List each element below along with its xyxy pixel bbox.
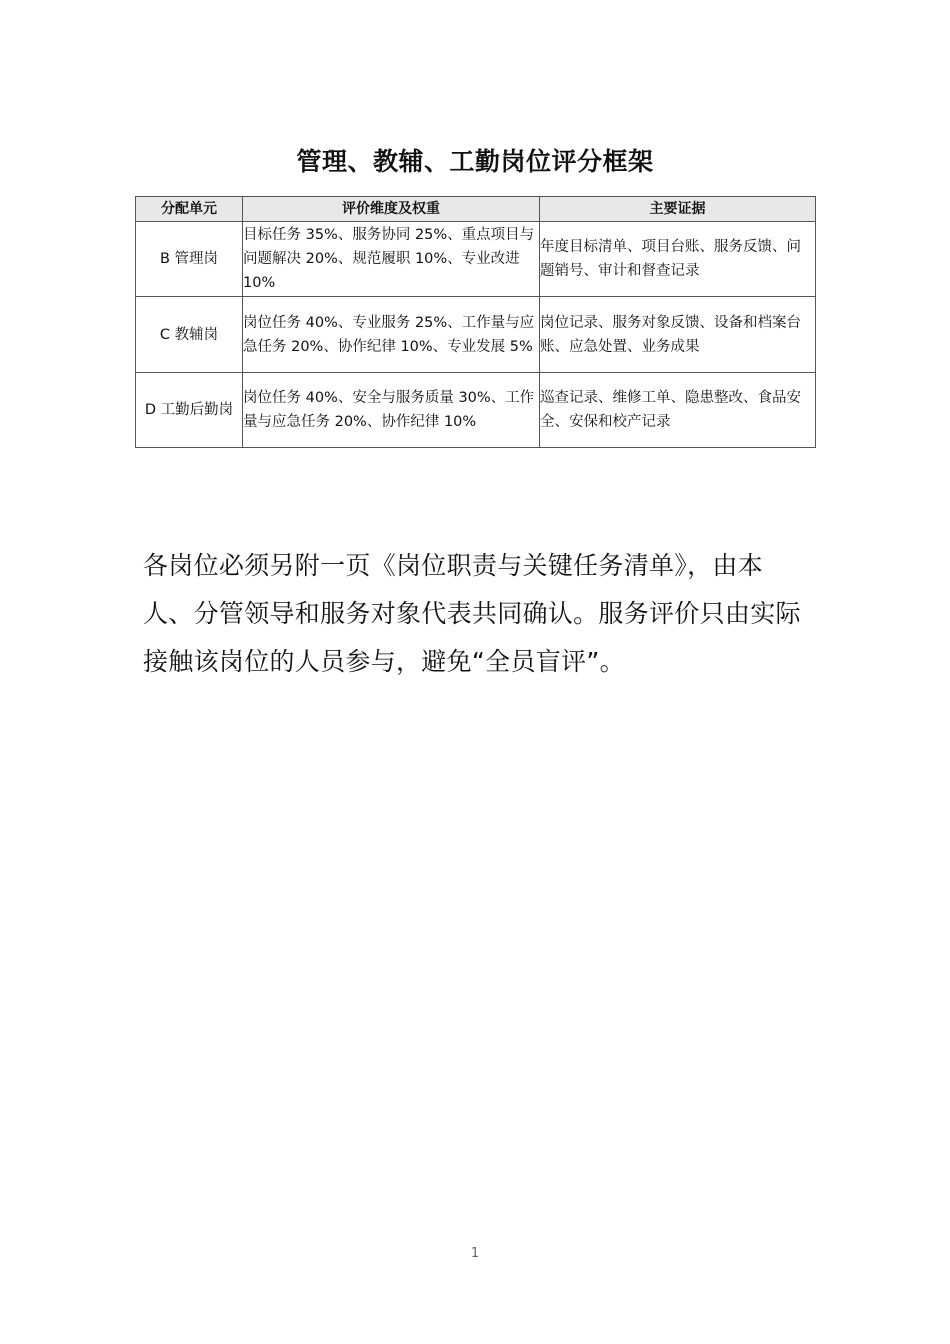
column-header-dimensions: 评价维度及权重 xyxy=(243,197,540,222)
table-row xyxy=(136,222,816,297)
unit-cell: C 教辅岗 xyxy=(136,297,243,373)
evidence-cell: 岗位记录、服务对象反馈、设备和档案台账、应急处置、业务成果 xyxy=(540,297,816,373)
unit-cell: D 工勤后勤岗 xyxy=(136,373,243,448)
table-row xyxy=(136,297,816,373)
evidence-cell: 巡查记录、维修工单、隐患整改、食品安全、安保和校产记录 xyxy=(540,373,816,448)
dimensions-cell: 目标任务 35%、服务协同 25%、重点项目与问题解决 20%、规范履职 10%、专业改进 10% xyxy=(243,222,540,297)
column-header-unit: 分配单元 xyxy=(136,197,243,222)
dimensions-cell: 岗位任务 40%、专业服务 25%、工作量与应急任务 20%、协作纪律 10%、专业发展 5% xyxy=(243,297,540,373)
column-header-evidence: 主要证据 xyxy=(540,197,816,222)
page-number: 1 xyxy=(470,1246,480,1261)
unit-cell: B 管理岗 xyxy=(136,222,243,297)
confirmation-note: 各岗位必须另附一页《岗位职责与关键任务清单》，由本人、分管领导和服务对象代表共同确认。服务评价只由实际接触该岗位的人员参与，避免“全员盲评”。 xyxy=(143,551,801,676)
document-title: 管理、教辅、工勤岗位评分框架 xyxy=(296,147,654,176)
dimensions-cell: 岗位任务 40%、安全与服务质量 30%、工作量与应急任务 20%、协作纪律 10% xyxy=(243,373,540,448)
table-row xyxy=(136,373,816,448)
evidence-cell: 年度目标清单、项目台账、服务反馈、问题销号、审计和督查记录 xyxy=(540,222,816,297)
table-header-row xyxy=(136,197,816,222)
evaluation-framework-table xyxy=(135,196,816,448)
